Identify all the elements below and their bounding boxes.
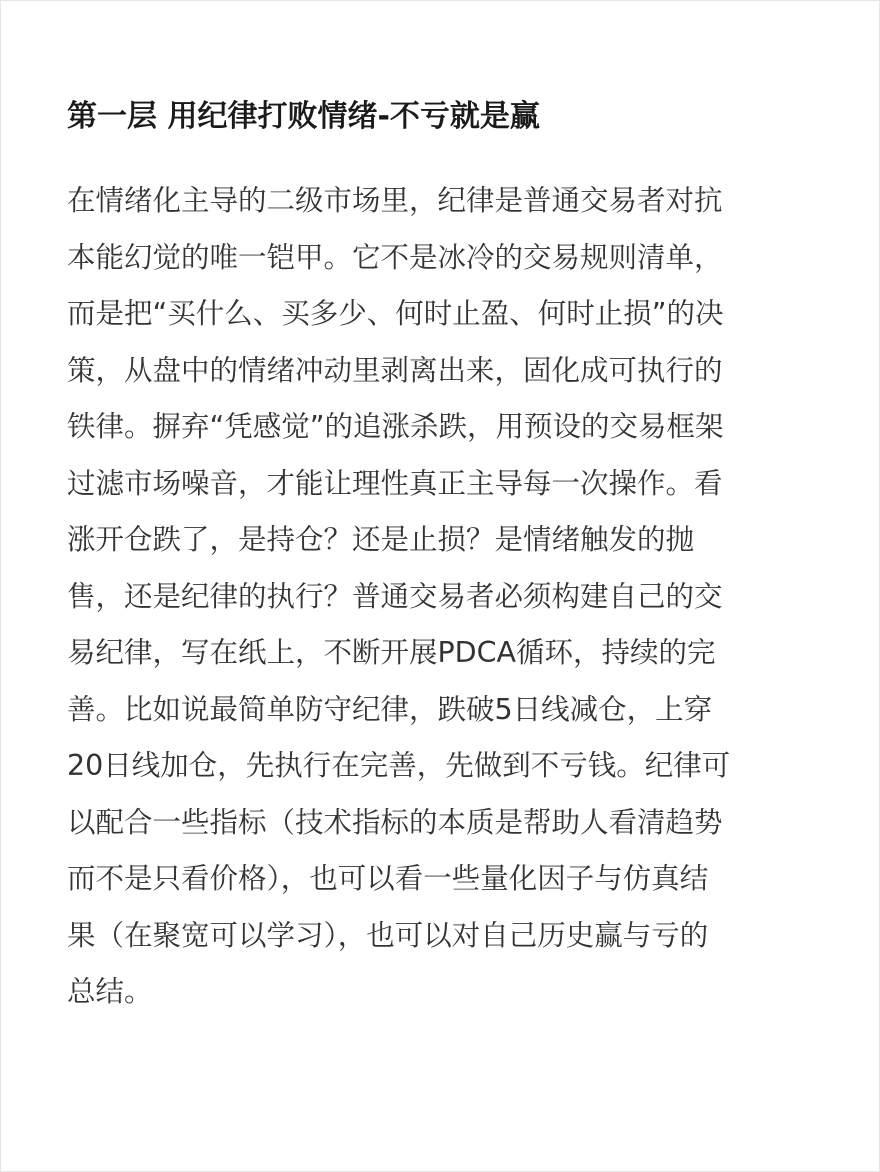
body-line: 而不是只看价格），也可以看一些量化因子与仿真结 xyxy=(67,862,709,895)
body-line: 善。比如说最简单防守纪律，跌破5日线减仓，上穿 xyxy=(67,692,713,726)
body-line: 涨开仓跌了，是持仓？还是止损？是情绪触发的抛 xyxy=(67,523,695,556)
body-line: 策，从盘中的情绪冲动里剥离出来，固化成可执行的 xyxy=(67,353,723,387)
body-line: 铁律。摒弃“凭感觉”的追涨杀跌，用预设的交易框架 xyxy=(67,410,724,443)
body-line: 在情绪化主导的二级市场里，纪律是普通交易者对抗 xyxy=(67,184,723,217)
body-line: 过滤市场噪音，才能让理性真正主导每一次操作。看 xyxy=(67,466,723,500)
body-line: 而是把“买什么、买多少、何时止盈、何时止损”的决 xyxy=(67,297,724,330)
body-line: 总结。 xyxy=(67,975,153,1008)
body-line: 本能幻觉的唯一铠甲。它不是冰冷的交易规则清单， xyxy=(67,240,723,274)
body-line: 售，还是纪律的执行？普通交易者必须构建自己的交 xyxy=(67,579,723,613)
article-body xyxy=(67,173,807,1021)
body-line: 易纪律，写在纸上，不断开展PDCA循环，持续的完 xyxy=(67,636,716,669)
body-line: 以配合一些指标（技术指标的本质是帮助人看清趋势 xyxy=(67,805,723,839)
body-line: 果（在聚宽可以学习），也可以对自己历史赢与亏的 xyxy=(67,918,709,952)
body-line: 20日线加仓，先执行在完善，先做到不亏钱。纪律可 xyxy=(67,749,731,782)
article-title: 第一层 用纪律打败情绪-不亏就是赢 xyxy=(67,99,540,134)
